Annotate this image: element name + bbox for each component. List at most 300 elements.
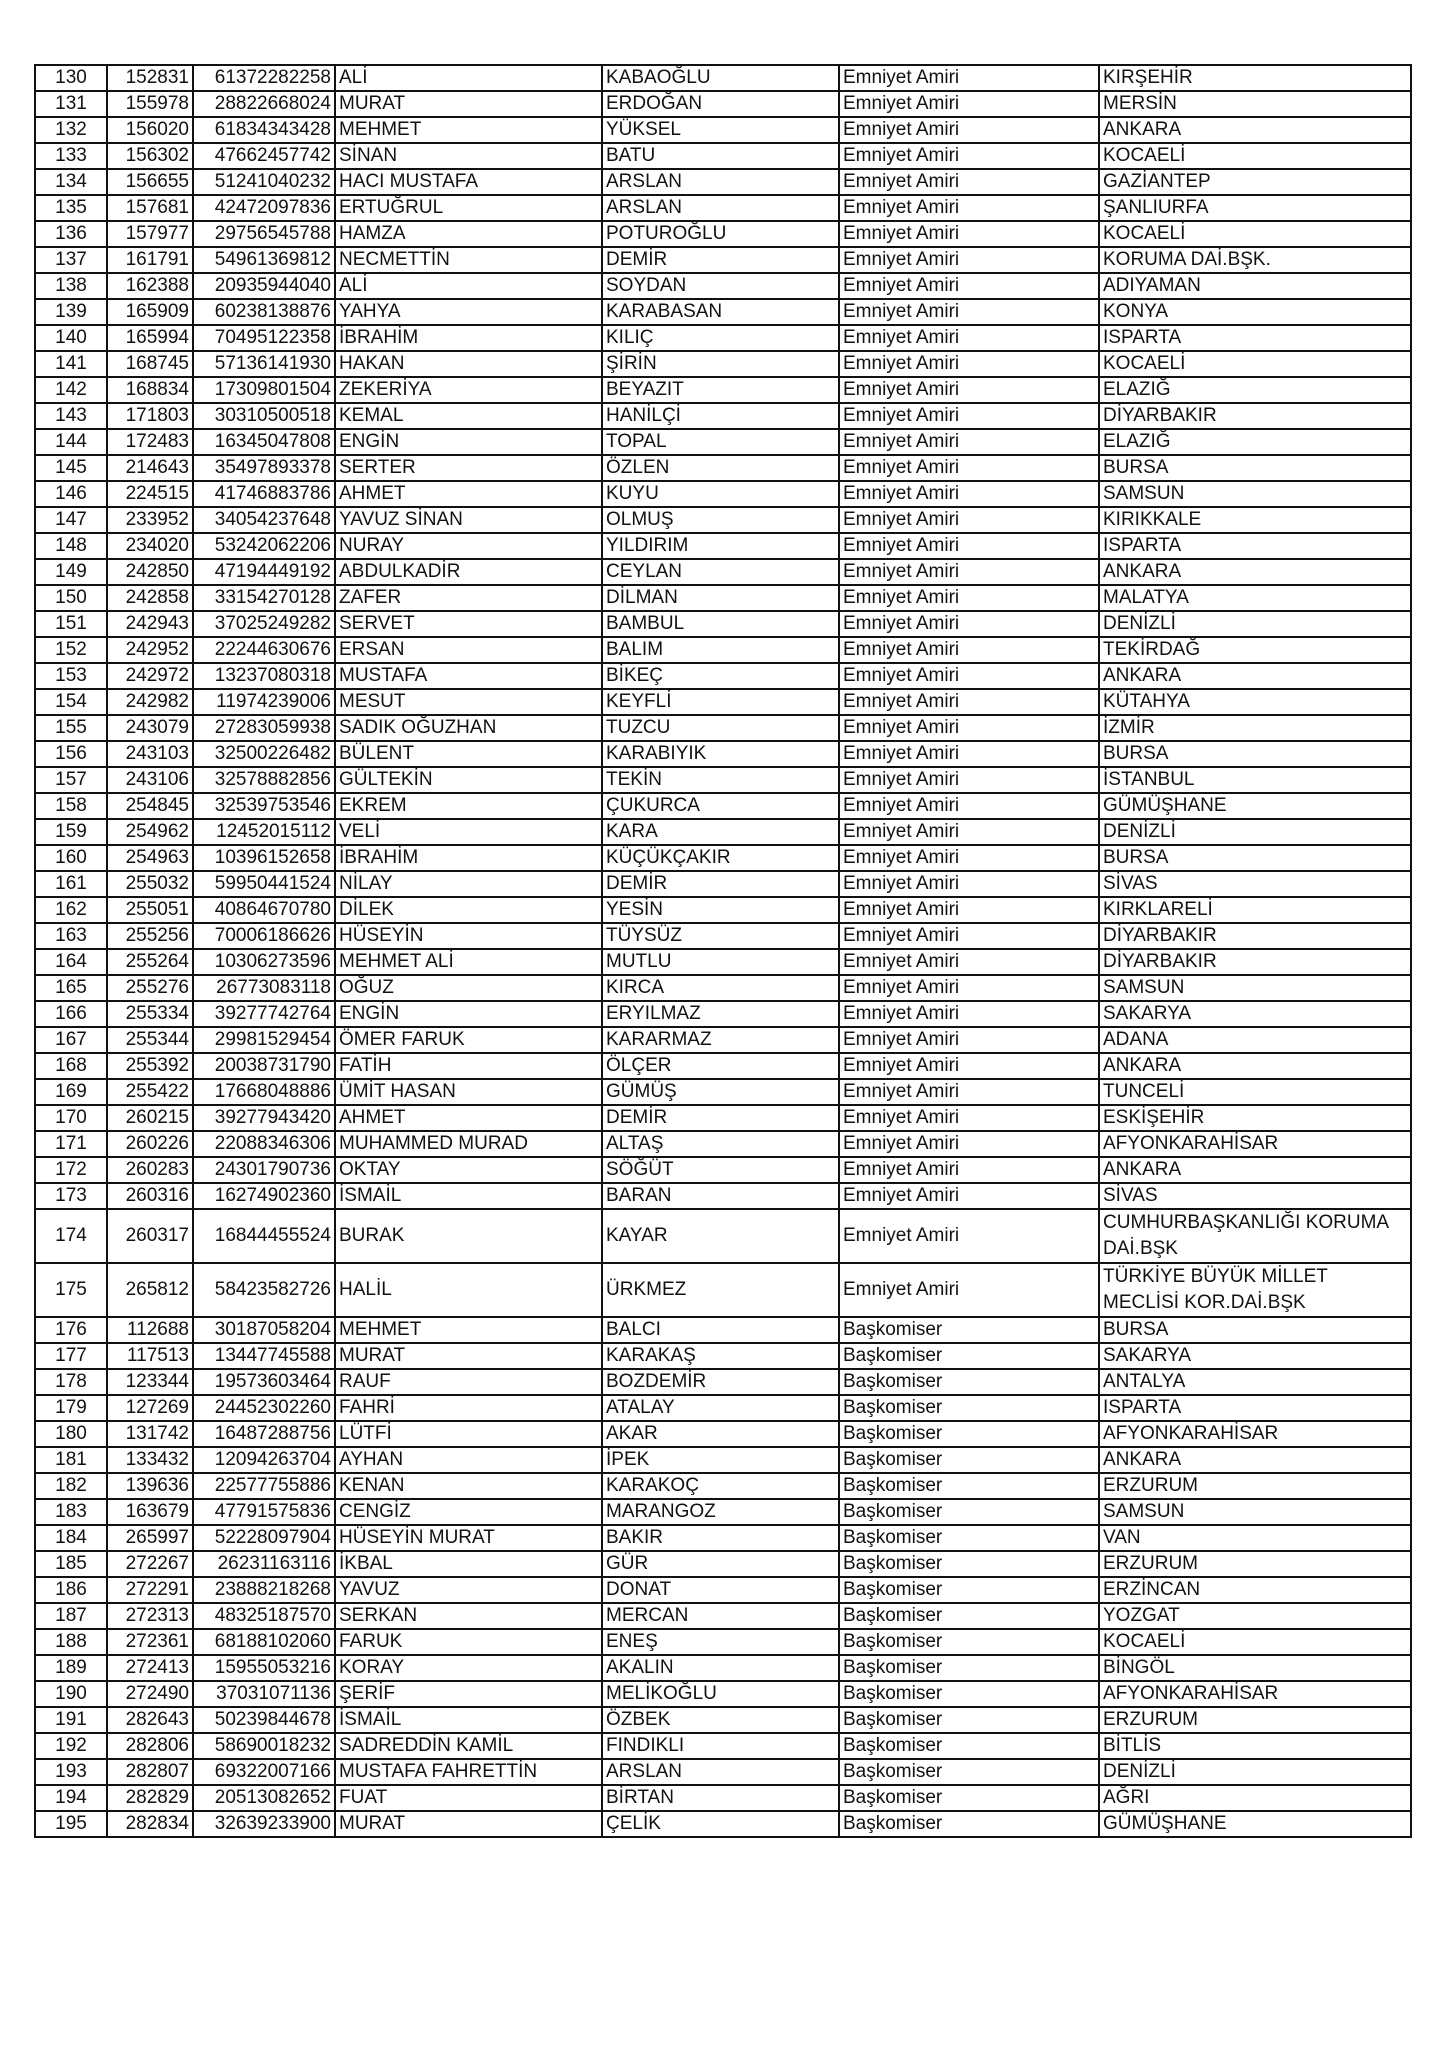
row-number-cell: 130 xyxy=(35,65,107,91)
registry-number-cell: 233952 xyxy=(107,507,193,533)
row-number-cell: 177 xyxy=(35,1343,107,1369)
last-name-cell: GÜR xyxy=(602,1551,839,1577)
last-name-cell: FINDIKLI xyxy=(602,1733,839,1759)
last-name-cell: MUTLU xyxy=(602,949,839,975)
national-id-cell: 22577755886 xyxy=(193,1473,335,1499)
first-name-cell: İBRAHİM xyxy=(335,325,602,351)
national-id-cell: 34054237648 xyxy=(193,507,335,533)
row-number-cell: 169 xyxy=(35,1079,107,1105)
last-name-cell: ÖLÇER xyxy=(602,1053,839,1079)
duty-location-cell: BURSA xyxy=(1099,1317,1411,1343)
row-number-cell: 164 xyxy=(35,949,107,975)
registry-number-cell: 161791 xyxy=(107,247,193,273)
table-row xyxy=(35,1027,1411,1053)
registry-number-cell: 133432 xyxy=(107,1447,193,1473)
national-id-cell: 52228097904 xyxy=(193,1525,335,1551)
rank-cell: Başkomiser xyxy=(839,1499,1099,1525)
duty-location-cell: ADANA xyxy=(1099,1027,1411,1053)
national-id-cell: 24452302260 xyxy=(193,1395,335,1421)
row-number-cell: 152 xyxy=(35,637,107,663)
row-number-cell: 137 xyxy=(35,247,107,273)
rank-cell: Başkomiser xyxy=(839,1525,1099,1551)
last-name-cell: KARABASAN xyxy=(602,299,839,325)
duty-location-cell: ISPARTA xyxy=(1099,533,1411,559)
table-row xyxy=(35,1131,1411,1157)
registry-number-cell: 254845 xyxy=(107,793,193,819)
row-number-cell: 136 xyxy=(35,221,107,247)
first-name-cell: DİLEK xyxy=(335,897,602,923)
duty-location-cell: SİVAS xyxy=(1099,1183,1411,1209)
registry-number-cell: 265812 xyxy=(107,1263,193,1317)
row-number-cell: 194 xyxy=(35,1785,107,1811)
table-row xyxy=(35,91,1411,117)
registry-number-cell: 152831 xyxy=(107,65,193,91)
national-id-cell: 22244630676 xyxy=(193,637,335,663)
registry-number-cell: 156020 xyxy=(107,117,193,143)
first-name-cell: SİNAN xyxy=(335,143,602,169)
rank-cell: Başkomiser xyxy=(839,1395,1099,1421)
duty-location-cell: SAKARYA xyxy=(1099,1343,1411,1369)
first-name-cell: KORAY xyxy=(335,1655,602,1681)
national-id-cell: 20935944040 xyxy=(193,273,335,299)
last-name-cell: AKALIN xyxy=(602,1655,839,1681)
last-name-cell: ÖZLEN xyxy=(602,455,839,481)
registry-number-cell: 272490 xyxy=(107,1681,193,1707)
rank-cell: Emniyet Amiri xyxy=(839,143,1099,169)
last-name-cell: BALCI xyxy=(602,1317,839,1343)
row-number-cell: 186 xyxy=(35,1577,107,1603)
registry-number-cell: 282643 xyxy=(107,1707,193,1733)
national-id-cell: 35497893378 xyxy=(193,455,335,481)
row-number-cell: 151 xyxy=(35,611,107,637)
first-name-cell: FUAT xyxy=(335,1785,602,1811)
row-number-cell: 132 xyxy=(35,117,107,143)
registry-number-cell: 242972 xyxy=(107,663,193,689)
table-row xyxy=(35,1525,1411,1551)
table-row xyxy=(35,429,1411,455)
row-number-cell: 179 xyxy=(35,1395,107,1421)
row-number-cell: 184 xyxy=(35,1525,107,1551)
national-id-cell: 58423582726 xyxy=(193,1263,335,1317)
duty-location-cell: SAMSUN xyxy=(1099,975,1411,1001)
national-id-cell: 16274902360 xyxy=(193,1183,335,1209)
table-row xyxy=(35,169,1411,195)
rank-cell: Emniyet Amiri xyxy=(839,975,1099,1001)
first-name-cell: İSMAİL xyxy=(335,1707,602,1733)
row-number-cell: 142 xyxy=(35,377,107,403)
national-id-cell: 59950441524 xyxy=(193,871,335,897)
last-name-cell: KARA xyxy=(602,819,839,845)
national-id-cell: 54961369812 xyxy=(193,247,335,273)
registry-number-cell: 255334 xyxy=(107,1001,193,1027)
first-name-cell: FARUK xyxy=(335,1629,602,1655)
row-number-cell: 161 xyxy=(35,871,107,897)
duty-location-cell: CUMHURBAŞKANLIĞI KORUMA DAİ.BŞK xyxy=(1099,1209,1411,1263)
last-name-cell: BİKEÇ xyxy=(602,663,839,689)
first-name-cell: HAKAN xyxy=(335,351,602,377)
first-name-cell: EKREM xyxy=(335,793,602,819)
registry-number-cell: 243106 xyxy=(107,767,193,793)
first-name-cell: ABDULKADİR xyxy=(335,559,602,585)
first-name-cell: ENGİN xyxy=(335,1001,602,1027)
registry-number-cell: 260215 xyxy=(107,1105,193,1131)
row-number-cell: 185 xyxy=(35,1551,107,1577)
last-name-cell: İPEK xyxy=(602,1447,839,1473)
registry-number-cell: 242943 xyxy=(107,611,193,637)
rank-cell: Emniyet Amiri xyxy=(839,715,1099,741)
national-id-cell: 69322007166 xyxy=(193,1759,335,1785)
registry-number-cell: 117513 xyxy=(107,1343,193,1369)
first-name-cell: HACI MUSTAFA xyxy=(335,169,602,195)
first-name-cell: SERTER xyxy=(335,455,602,481)
last-name-cell: KARAKAŞ xyxy=(602,1343,839,1369)
last-name-cell: ŞİRİN xyxy=(602,351,839,377)
first-name-cell: BURAK xyxy=(335,1209,602,1263)
first-name-cell: ÖMER FARUK xyxy=(335,1027,602,1053)
registry-number-cell: 260226 xyxy=(107,1131,193,1157)
national-id-cell: 70006186626 xyxy=(193,923,335,949)
first-name-cell: YAVUZ SİNAN xyxy=(335,507,602,533)
rank-cell: Emniyet Amiri xyxy=(839,273,1099,299)
registry-number-cell: 112688 xyxy=(107,1317,193,1343)
national-id-cell: 12452015112 xyxy=(193,819,335,845)
row-number-cell: 180 xyxy=(35,1421,107,1447)
rank-cell: Başkomiser xyxy=(839,1681,1099,1707)
table-row xyxy=(35,1499,1411,1525)
row-number-cell: 176 xyxy=(35,1317,107,1343)
table-row xyxy=(35,1759,1411,1785)
row-number-cell: 173 xyxy=(35,1183,107,1209)
duty-location-cell: KIRŞEHİR xyxy=(1099,65,1411,91)
last-name-cell: BOZDEMİR xyxy=(602,1369,839,1395)
table-row xyxy=(35,481,1411,507)
last-name-cell: ÇUKURCA xyxy=(602,793,839,819)
row-number-cell: 183 xyxy=(35,1499,107,1525)
table-row xyxy=(35,845,1411,871)
registry-number-cell: 282834 xyxy=(107,1811,193,1837)
row-number-cell: 157 xyxy=(35,767,107,793)
national-id-cell: 61372282258 xyxy=(193,65,335,91)
registry-number-cell: 242952 xyxy=(107,637,193,663)
last-name-cell: BEYAZIT xyxy=(602,377,839,403)
table-row xyxy=(35,1629,1411,1655)
first-name-cell: KEMAL xyxy=(335,403,602,429)
row-number-cell: 191 xyxy=(35,1707,107,1733)
rank-cell: Emniyet Amiri xyxy=(839,1209,1099,1263)
row-number-cell: 192 xyxy=(35,1733,107,1759)
first-name-cell: NİLAY xyxy=(335,871,602,897)
last-name-cell: BARAN xyxy=(602,1183,839,1209)
last-name-cell: DEMİR xyxy=(602,871,839,897)
national-id-cell: 53242062206 xyxy=(193,533,335,559)
last-name-cell: DONAT xyxy=(602,1577,839,1603)
table-row xyxy=(35,663,1411,689)
table-row xyxy=(35,377,1411,403)
row-number-cell: 182 xyxy=(35,1473,107,1499)
last-name-cell: MERCAN xyxy=(602,1603,839,1629)
registry-number-cell: 272313 xyxy=(107,1603,193,1629)
national-id-cell: 26773083118 xyxy=(193,975,335,1001)
duty-location-cell: SİVAS xyxy=(1099,871,1411,897)
national-id-cell: 48325187570 xyxy=(193,1603,335,1629)
national-id-cell: 39277742764 xyxy=(193,1001,335,1027)
last-name-cell: KABAOĞLU xyxy=(602,65,839,91)
rank-cell: Başkomiser xyxy=(839,1603,1099,1629)
national-id-cell: 47662457742 xyxy=(193,143,335,169)
registry-number-cell: 165909 xyxy=(107,299,193,325)
table-row xyxy=(35,1681,1411,1707)
table-row xyxy=(35,1655,1411,1681)
registry-number-cell: 168745 xyxy=(107,351,193,377)
national-id-cell: 41746883786 xyxy=(193,481,335,507)
duty-location-cell: DENİZLİ xyxy=(1099,1759,1411,1785)
rank-cell: Emniyet Amiri xyxy=(839,1053,1099,1079)
national-id-cell: 42472097836 xyxy=(193,195,335,221)
rank-cell: Başkomiser xyxy=(839,1811,1099,1837)
first-name-cell: SERVET xyxy=(335,611,602,637)
row-number-cell: 156 xyxy=(35,741,107,767)
last-name-cell: KÜÇÜKÇAKIR xyxy=(602,845,839,871)
duty-location-cell: KOCAELİ xyxy=(1099,1629,1411,1655)
registry-number-cell: 131742 xyxy=(107,1421,193,1447)
registry-number-cell: 255032 xyxy=(107,871,193,897)
national-id-cell: 12094263704 xyxy=(193,1447,335,1473)
national-id-cell: 51241040232 xyxy=(193,169,335,195)
last-name-cell: KAYAR xyxy=(602,1209,839,1263)
rank-cell: Emniyet Amiri xyxy=(839,351,1099,377)
last-name-cell: MELİKOĞLU xyxy=(602,1681,839,1707)
registry-number-cell: 242858 xyxy=(107,585,193,611)
national-id-cell: 32639233900 xyxy=(193,1811,335,1837)
registry-number-cell: 139636 xyxy=(107,1473,193,1499)
rank-cell: Emniyet Amiri xyxy=(839,689,1099,715)
first-name-cell: KENAN xyxy=(335,1473,602,1499)
last-name-cell: SOYDAN xyxy=(602,273,839,299)
national-id-cell: 47194449192 xyxy=(193,559,335,585)
row-number-cell: 149 xyxy=(35,559,107,585)
rank-cell: Emniyet Amiri xyxy=(839,1105,1099,1131)
table-row xyxy=(35,975,1411,1001)
last-name-cell: SÖĞÜT xyxy=(602,1157,839,1183)
last-name-cell: KEYFLİ xyxy=(602,689,839,715)
table-row xyxy=(35,1343,1411,1369)
last-name-cell: TEKİN xyxy=(602,767,839,793)
duty-location-cell: BURSA xyxy=(1099,741,1411,767)
table-row xyxy=(35,1053,1411,1079)
table-row xyxy=(35,871,1411,897)
duty-location-cell: MERSİN xyxy=(1099,91,1411,117)
national-id-cell: 16844455524 xyxy=(193,1209,335,1263)
row-number-cell: 140 xyxy=(35,325,107,351)
first-name-cell: FATİH xyxy=(335,1053,602,1079)
last-name-cell: ENEŞ xyxy=(602,1629,839,1655)
duty-location-cell: TEKİRDAĞ xyxy=(1099,637,1411,663)
rank-cell: Emniyet Amiri xyxy=(839,169,1099,195)
national-id-cell: 10396152658 xyxy=(193,845,335,871)
first-name-cell: FAHRİ xyxy=(335,1395,602,1421)
row-number-cell: 135 xyxy=(35,195,107,221)
first-name-cell: HÜSEYİN MURAT xyxy=(335,1525,602,1551)
last-name-cell: YESİN xyxy=(602,897,839,923)
registry-number-cell: 127269 xyxy=(107,1395,193,1421)
registry-number-cell: 282807 xyxy=(107,1759,193,1785)
national-id-cell: 15955053216 xyxy=(193,1655,335,1681)
registry-number-cell: 255344 xyxy=(107,1027,193,1053)
registry-number-cell: 157977 xyxy=(107,221,193,247)
row-number-cell: 187 xyxy=(35,1603,107,1629)
rank-cell: Emniyet Amiri xyxy=(839,1131,1099,1157)
national-id-cell: 23888218268 xyxy=(193,1577,335,1603)
duty-location-cell: ANTALYA xyxy=(1099,1369,1411,1395)
last-name-cell: KILIÇ xyxy=(602,325,839,351)
row-number-cell: 165 xyxy=(35,975,107,1001)
row-number-cell: 131 xyxy=(35,91,107,117)
duty-location-cell: AFYONKARAHİSAR xyxy=(1099,1421,1411,1447)
duty-location-cell: BURSA xyxy=(1099,845,1411,871)
table-row xyxy=(35,1079,1411,1105)
row-number-cell: 166 xyxy=(35,1001,107,1027)
duty-location-cell: KIRIKKALE xyxy=(1099,507,1411,533)
national-id-cell: 39277943420 xyxy=(193,1105,335,1131)
first-name-cell: LÜTFİ xyxy=(335,1421,602,1447)
first-name-cell: VELİ xyxy=(335,819,602,845)
last-name-cell: ARSLAN xyxy=(602,1759,839,1785)
first-name-cell: MURAT xyxy=(335,1811,602,1837)
duty-location-cell: AĞRI xyxy=(1099,1785,1411,1811)
duty-location-cell: BURSA xyxy=(1099,455,1411,481)
first-name-cell: BÜLENT xyxy=(335,741,602,767)
registry-number-cell: 272291 xyxy=(107,1577,193,1603)
last-name-cell: YILDIRIM xyxy=(602,533,839,559)
rank-cell: Emniyet Amiri xyxy=(839,117,1099,143)
national-id-cell: 32539753546 xyxy=(193,793,335,819)
registry-number-cell: 282829 xyxy=(107,1785,193,1811)
national-id-cell: 19573603464 xyxy=(193,1369,335,1395)
row-number-cell: 172 xyxy=(35,1157,107,1183)
rank-cell: Emniyet Amiri xyxy=(839,585,1099,611)
registry-number-cell: 254963 xyxy=(107,845,193,871)
first-name-cell: OĞUZ xyxy=(335,975,602,1001)
table-body xyxy=(35,65,1411,1837)
row-number-cell: 195 xyxy=(35,1811,107,1837)
table-row xyxy=(35,715,1411,741)
national-id-cell: 60238138876 xyxy=(193,299,335,325)
rank-cell: Emniyet Amiri xyxy=(839,871,1099,897)
registry-number-cell: 155978 xyxy=(107,91,193,117)
table-row xyxy=(35,299,1411,325)
duty-location-cell: ELAZIĞ xyxy=(1099,429,1411,455)
registry-number-cell: 123344 xyxy=(107,1369,193,1395)
registry-number-cell: 157681 xyxy=(107,195,193,221)
registry-number-cell: 172483 xyxy=(107,429,193,455)
last-name-cell: KARAKOÇ xyxy=(602,1473,839,1499)
row-number-cell: 188 xyxy=(35,1629,107,1655)
table-row xyxy=(35,637,1411,663)
last-name-cell: YÜKSEL xyxy=(602,117,839,143)
registry-number-cell: 242850 xyxy=(107,559,193,585)
rank-cell: Başkomiser xyxy=(839,1447,1099,1473)
table-row xyxy=(35,1785,1411,1811)
first-name-cell: NURAY xyxy=(335,533,602,559)
duty-location-cell: DİYARBAKIR xyxy=(1099,403,1411,429)
last-name-cell: ARSLAN xyxy=(602,195,839,221)
first-name-cell: NECMETTİN xyxy=(335,247,602,273)
table-row xyxy=(35,221,1411,247)
rank-cell: Emniyet Amiri xyxy=(839,403,1099,429)
row-number-cell: 160 xyxy=(35,845,107,871)
row-number-cell: 133 xyxy=(35,143,107,169)
last-name-cell: BATU xyxy=(602,143,839,169)
table-row xyxy=(35,533,1411,559)
table-row xyxy=(35,1421,1411,1447)
rank-cell: Başkomiser xyxy=(839,1369,1099,1395)
duty-location-cell: ELAZIĞ xyxy=(1099,377,1411,403)
national-id-cell: 20038731790 xyxy=(193,1053,335,1079)
last-name-cell: ÜRKMEZ xyxy=(602,1263,839,1317)
rank-cell: Başkomiser xyxy=(839,1629,1099,1655)
rank-cell: Emniyet Amiri xyxy=(839,247,1099,273)
last-name-cell: BAMBUL xyxy=(602,611,839,637)
table-row xyxy=(35,1707,1411,1733)
last-name-cell: HANİLÇİ xyxy=(602,403,839,429)
registry-number-cell: 163679 xyxy=(107,1499,193,1525)
duty-location-cell: SAMSUN xyxy=(1099,1499,1411,1525)
table-row xyxy=(35,585,1411,611)
last-name-cell: ÇELİK xyxy=(602,1811,839,1837)
row-number-cell: 148 xyxy=(35,533,107,559)
rank-cell: Emniyet Amiri xyxy=(839,793,1099,819)
rank-cell: Emniyet Amiri xyxy=(839,195,1099,221)
national-id-cell: 30187058204 xyxy=(193,1317,335,1343)
registry-number-cell: 272413 xyxy=(107,1655,193,1681)
first-name-cell: ÜMİT HASAN xyxy=(335,1079,602,1105)
first-name-cell: ALİ xyxy=(335,273,602,299)
duty-location-cell: İSTANBUL xyxy=(1099,767,1411,793)
row-number-cell: 181 xyxy=(35,1447,107,1473)
registry-number-cell: 243079 xyxy=(107,715,193,741)
last-name-cell: ALTAŞ xyxy=(602,1131,839,1157)
table-row xyxy=(35,1001,1411,1027)
registry-number-cell: 255392 xyxy=(107,1053,193,1079)
national-id-cell: 13447745588 xyxy=(193,1343,335,1369)
rank-cell: Başkomiser xyxy=(839,1733,1099,1759)
duty-location-cell: SAMSUN xyxy=(1099,481,1411,507)
registry-number-cell: 156655 xyxy=(107,169,193,195)
row-number-cell: 143 xyxy=(35,403,107,429)
row-number-cell: 189 xyxy=(35,1655,107,1681)
table-row xyxy=(35,1447,1411,1473)
duty-location-cell: ERZİNCAN xyxy=(1099,1577,1411,1603)
duty-location-cell: ANKARA xyxy=(1099,117,1411,143)
table-row xyxy=(35,247,1411,273)
first-name-cell: MUSTAFA xyxy=(335,663,602,689)
rank-cell: Başkomiser xyxy=(839,1655,1099,1681)
first-name-cell: ZAFER xyxy=(335,585,602,611)
duty-location-cell: KONYA xyxy=(1099,299,1411,325)
duty-location-cell: GÜMÜŞHANE xyxy=(1099,793,1411,819)
rank-cell: Emniyet Amiri xyxy=(839,897,1099,923)
registry-number-cell: 272267 xyxy=(107,1551,193,1577)
table-row xyxy=(35,273,1411,299)
national-id-cell: 58690018232 xyxy=(193,1733,335,1759)
table-row xyxy=(35,819,1411,845)
national-id-cell: 10306273596 xyxy=(193,949,335,975)
table-row xyxy=(35,559,1411,585)
table-row xyxy=(35,611,1411,637)
rank-cell: Emniyet Amiri xyxy=(839,533,1099,559)
table-row xyxy=(35,1263,1411,1317)
duty-location-cell: MALATYA xyxy=(1099,585,1411,611)
